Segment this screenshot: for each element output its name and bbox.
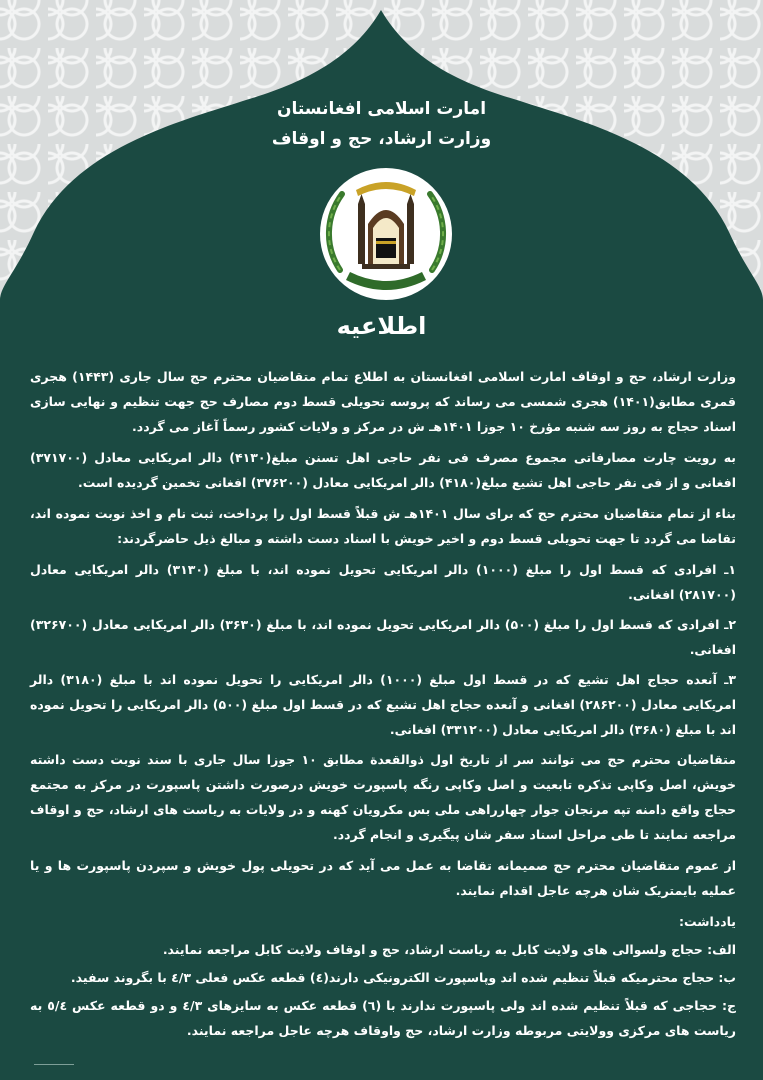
header-emirate-name: امارت اسلامی افغانستان (276, 99, 487, 119)
intro-paragraph: وزارت ارشاد، حج و اوقاف امارت اسلامی افغانستان به اطلاع تمام متقاضیان محترم حج سال جاری (۱۴۴۳) هجری قمری مطابق(۱۴۰۱) هجری شمسی می رساند که پروسه تحویلی قسط دوم مصارف حج جهت تنظیم و نهایی سازی اسناد حجاج به روز سه شنبه مؤرخ ۱۰ جوزا ۱۴۰۱هـ ش در مرکز و ولایات کشور رسماً آغاز می گردد. (30, 369, 736, 434)
cost-paragraph: به رویت چارت مصارفاتی مجموع مصرف فی نفر حاجی اهل تسنن مبلغ(۴۱۳۰) دالر امریکایی معادل (۳۷۱۷۰۰) افغانی و از فی نفر حاجی اهل تشیع مبلغ(۴۱۸۰) دالر امریکایی معادل (۳۷۶۲۰۰) افغانی تخمین گردیده است. (30, 450, 736, 490)
documents-paragraph: متقاضیان محترم حج می توانند سر از تاریخ اول ذوالقعدة مطابق ۱۰ جوزا سال جاری با سند نوبت دست داشته خویش، اصل وکاپی تذکره تابعیت و اصل وکاپی رنگه پاسپورت خویش درصورت داشتن پاسپورت در مرکز به مجتمع حجاج واقع دامنه تپه مرنجان جوار چهارراهی ملی بس مکرویان کهنه و در ولایات به ریاست های ارشاد، حج و اوقاف مراجعه نمایند تا طی مراحل اسناد سفر شان پیگیری و انجام گردد. (30, 752, 737, 842)
payment-item-2: ۲ـ افرادی که قسط اول را مبلغ (۵۰۰) دالر امریکایی تحویل نموده اند، با مبلغ (۳۶۳۰) دالر امریکایی معادل (۳۲۶۷۰۰) افغانی. (30, 617, 736, 657)
notes-title: یادداشت: (678, 914, 736, 929)
payment-item-3: ۳ـ آنعده حجاج اهل تشیع که در قسط اول مبلغ (۱۰۰۰) دالر امریکایی را تحویل نموده اند با مبلغ (۳۱۸۰) دالر امریکایی معادل (۲۸۶۲۰۰) افغانی و آنعده حجاج اهل تشیع که در قسط اول مبلغ (۵۰۰) دالر امریکایی را تحویل نموده اند با مبلغ (۳۶۸۰) دالر امریکایی معادل (۳۳۱۲۰۰) افغانی. (30, 672, 737, 737)
notice-body (30, 364, 736, 1046)
payment-item-1: ۱ـ افرادی که قسط اول را مبلغ (۱۰۰۰) دالر امریکایی تحویل نموده اند، با مبلغ (۳۱۳۰) دالر امریکایی معادل (۲۸۱۷۰۰) افغانی. (30, 562, 737, 602)
header-ministry-name: وزارت ارشاد، حج و اوقاف (271, 129, 492, 149)
note-c: ج: حجاجی که قبلاً تنظیم شده اند ولی پاسپورت ندارند با (٦) قطعه عکس به سایزهای ٤/٣ و دو قطعه عکس ٥/٤ به ریاست های مرکزی وولایتی مربوطه وزارت ارشاد، حج واوقاف هرچه عاجل مراجعه نمایند. (30, 998, 736, 1038)
note-a: الف: حجاج ولسوالی های ولایت کابل به ریاست ارشاد، حج و اوقاف ولایت کابل مراجعه نمایند. (162, 942, 736, 957)
urgency-paragraph: از عموم متقاضیان محترم حج صمیمانه تقاضا به عمل می آید که در تحویلی پول خویش و سپردن پاسپورت ها و یا عملیه بایمتریک شان هرچه عاجل اقدام نمایند. (30, 858, 736, 898)
ministry-emblem-icon (318, 160, 454, 308)
notice-title: اطلاعیه (336, 312, 427, 340)
footer-divider (34, 1064, 74, 1065)
header (0, 94, 763, 154)
request-paragraph: بناء از تمام متقاضیان محترم حج که برای سال ۱۴۰۱هـ ش قبلاً قسط اول را پرداخت، ثبت نام و اخذ نوبت نموده اند، تقاضا می گردد تا جهت تحویلی قسط دوم و اخیر خویش با اسناد دست داشته و مبالغ ذیل حاضرگردند: (30, 506, 736, 546)
note-b: ب: حجاج محترمیکه قبلاً تنظیم شده اند وپاسپورت الکترونیکی دارند(٤) قطعه عکس فعلی ٤/٣ با بگروند سفید. (70, 970, 736, 985)
